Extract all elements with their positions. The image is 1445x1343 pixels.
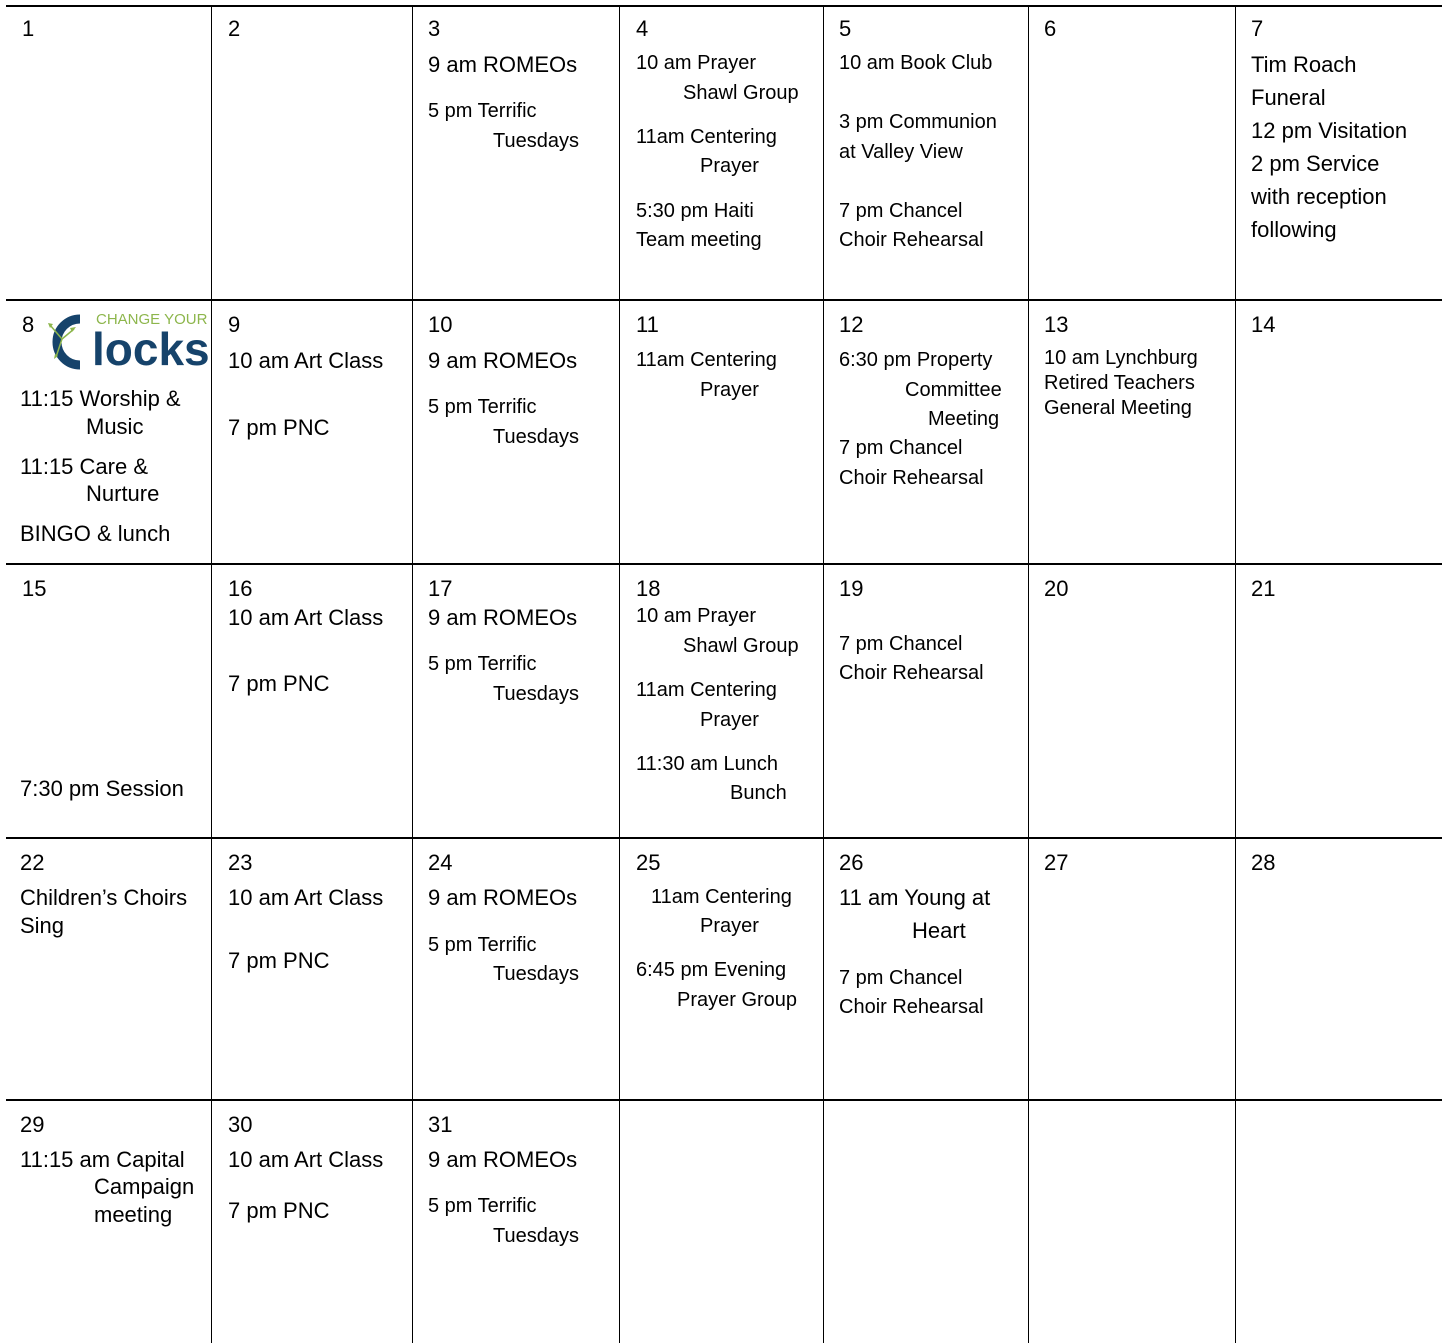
event-text: 11am Centering xyxy=(651,886,792,908)
event-text: 11:30 am Lunch xyxy=(636,753,778,775)
event-text: Tuesdays xyxy=(493,426,579,448)
event-text: Prayer xyxy=(700,155,759,177)
day-number: 5 xyxy=(839,16,852,41)
event-text: 5 pm Terrific xyxy=(428,934,537,956)
day-cell-7 xyxy=(1236,5,1442,299)
calendar-grid xyxy=(6,5,1442,1343)
day-number: 17 xyxy=(428,576,453,601)
event-text: with reception xyxy=(1251,184,1387,209)
day-cell-12 xyxy=(824,301,1028,563)
day-number: 25 xyxy=(636,850,661,875)
event-text: Team meeting xyxy=(636,229,762,251)
event-text: 11:15 Care & xyxy=(20,454,149,479)
day-cell-6 xyxy=(1029,5,1235,299)
event-text: Prayer xyxy=(700,915,759,937)
event-text: Shawl Group xyxy=(683,635,799,657)
day-number: 12 xyxy=(839,312,864,337)
day-cell-4 xyxy=(620,5,823,299)
event-text: Prayer xyxy=(700,709,759,731)
day-number: 29 xyxy=(20,1112,45,1137)
day-number: 8 xyxy=(22,312,35,337)
event-text: 10 am Lynchburg xyxy=(1044,347,1198,369)
day-cell-15 xyxy=(6,565,211,837)
day-number: 15 xyxy=(22,576,47,601)
day-number: 6 xyxy=(1044,16,1057,41)
day-cell-9 xyxy=(212,301,412,563)
day-number: 1 xyxy=(22,16,35,41)
event-text: meeting xyxy=(94,1202,173,1227)
day-cell-21 xyxy=(1236,565,1442,837)
event-text: 6:45 pm Evening xyxy=(636,959,787,981)
event-text: Tim Roach xyxy=(1251,52,1357,77)
event-text: 11am Centering xyxy=(636,126,777,148)
event-text: 11:15 Worship & xyxy=(20,386,181,411)
day-number: 27 xyxy=(1044,850,1069,875)
event-text: 2 pm Service xyxy=(1251,151,1380,176)
event-text: 7 pm Chancel xyxy=(839,200,963,222)
event-text: 5 pm Terrific xyxy=(428,100,537,122)
event-text: 9 am ROMEOs xyxy=(428,348,578,373)
event-text: Choir Rehearsal xyxy=(839,467,984,489)
day-cell-20 xyxy=(1029,565,1235,837)
event-text: Heart xyxy=(912,918,966,943)
event-text: following xyxy=(1251,217,1337,242)
day-cell-16 xyxy=(212,565,412,837)
event-text: Campaign xyxy=(94,1174,195,1199)
day-cell-2 xyxy=(212,5,412,299)
day-cell-24 xyxy=(413,839,619,1099)
event-text: 10 am Art Class xyxy=(228,605,384,630)
event-text: 7:30 pm Session xyxy=(20,776,184,801)
event-text: General Meeting xyxy=(1044,397,1192,419)
day-number: 31 xyxy=(428,1112,453,1137)
day-cell-19 xyxy=(824,565,1028,837)
day-cell-8 xyxy=(6,301,211,563)
event-text: 10 am Book Club xyxy=(839,52,993,74)
event-text: 11am Centering xyxy=(636,679,777,701)
day-cell-30 xyxy=(212,1101,412,1343)
event-text: Tuesdays xyxy=(493,1225,579,1247)
event-text: 9 am ROMEOs xyxy=(428,605,578,630)
event-text: 7 pm Chancel xyxy=(839,633,963,655)
day-cell-23 xyxy=(212,839,412,1099)
event-text: 5 pm Terrific xyxy=(428,653,537,675)
event-text: 11 am Young at xyxy=(839,885,991,910)
event-text: 9 am ROMEOs xyxy=(428,1147,578,1172)
day-number: 10 xyxy=(428,312,453,337)
event-text: Nurture xyxy=(86,481,160,506)
logo-bottom-text: locks xyxy=(92,323,210,373)
event-text: Choir Rehearsal xyxy=(839,996,984,1018)
day-number: 19 xyxy=(839,576,864,601)
day-number: 22 xyxy=(20,850,45,875)
empty-day-cell xyxy=(1236,1101,1442,1343)
logo-top-text: CHANGE YOUR xyxy=(96,311,208,328)
empty-day-cell xyxy=(620,1101,823,1343)
day-cell-27 xyxy=(1029,839,1235,1099)
event-text: Children’s Choirs xyxy=(20,885,188,910)
day-cell-10 xyxy=(413,301,619,563)
day-number: 18 xyxy=(636,576,661,601)
day-cell-14 xyxy=(1236,301,1442,563)
event-text: 6:30 pm Property xyxy=(839,349,993,371)
event-text: 11:15 am Capital xyxy=(20,1147,185,1172)
day-number: 24 xyxy=(428,850,453,875)
event-text: 9 am ROMEOs xyxy=(428,52,578,77)
empty-day-cell xyxy=(824,1101,1028,1343)
day-number: 21 xyxy=(1251,576,1276,601)
event-text: 5 pm Terrific xyxy=(428,396,537,418)
event-text: Tuesdays xyxy=(493,130,579,152)
day-number: 4 xyxy=(636,16,649,41)
event-text: Tuesdays xyxy=(493,683,579,705)
event-text: Tuesdays xyxy=(493,963,579,985)
day-cell-31 xyxy=(413,1101,619,1343)
day-number: 20 xyxy=(1044,576,1069,601)
day-number: 16 xyxy=(228,576,253,601)
empty-day-cell xyxy=(1029,1101,1235,1343)
event-text: 7 pm PNC xyxy=(228,671,330,696)
day-cell-28 xyxy=(1236,839,1442,1099)
day-number: 14 xyxy=(1251,312,1276,337)
event-text: 12 pm Visitation xyxy=(1251,118,1408,143)
event-text: 10 am Art Class xyxy=(228,1147,384,1172)
event-text: Sing xyxy=(20,913,65,938)
day-cell-11 xyxy=(620,301,823,563)
event-text: 9 am ROMEOs xyxy=(428,885,578,910)
event-text: BINGO & lunch xyxy=(20,521,171,546)
event-text: 7 pm PNC xyxy=(228,948,330,973)
day-cell-17 xyxy=(413,565,619,837)
day-number: 7 xyxy=(1251,16,1264,41)
event-text: 10 am Prayer xyxy=(636,52,757,74)
day-cell-18 xyxy=(620,565,823,837)
day-cell-22 xyxy=(6,839,211,1099)
event-text: 7 pm Chancel xyxy=(839,967,963,989)
day-cell-1 xyxy=(6,5,211,299)
change-your-clocks-logo xyxy=(36,309,216,373)
event-text: Retired Teachers xyxy=(1044,372,1195,394)
event-text: Prayer Group xyxy=(677,989,798,1011)
day-number: 3 xyxy=(428,16,441,41)
event-text: 10 am Art Class xyxy=(228,885,384,910)
day-cell-29 xyxy=(6,1101,211,1343)
event-text: Music xyxy=(86,414,144,439)
day-cell-5 xyxy=(824,5,1028,299)
event-text: Meeting xyxy=(928,408,1000,430)
day-cell-26 xyxy=(824,839,1028,1099)
event-text: 5 pm Terrific xyxy=(428,1195,537,1217)
day-number: 28 xyxy=(1251,850,1276,875)
event-text: 7 pm PNC xyxy=(228,1198,330,1223)
event-text: Choir Rehearsal xyxy=(839,229,984,251)
event-text: Prayer xyxy=(700,379,759,401)
event-text: 10 am Art Class xyxy=(228,348,384,373)
day-number: 23 xyxy=(228,850,253,875)
event-text: 10 am Prayer xyxy=(636,605,757,627)
day-number: 11 xyxy=(636,312,659,337)
event-text: 7 pm Chancel xyxy=(839,437,963,459)
event-text: 7 pm PNC xyxy=(228,415,330,440)
event-text: Shawl Group xyxy=(683,82,799,104)
event-text: Committee xyxy=(905,379,1002,401)
event-text: 5:30 pm Haiti xyxy=(636,200,754,222)
day-number: 2 xyxy=(228,16,241,41)
day-number: 26 xyxy=(839,850,864,875)
event-text: Choir Rehearsal xyxy=(839,662,984,684)
day-number: 30 xyxy=(228,1112,253,1137)
day-cell-3 xyxy=(413,5,619,299)
day-cell-13 xyxy=(1029,301,1235,563)
day-number: 13 xyxy=(1044,312,1069,337)
day-cell-25 xyxy=(620,839,823,1099)
day-number: 9 xyxy=(228,312,241,337)
event-text: at Valley View xyxy=(839,141,963,163)
event-text: Bunch xyxy=(730,782,787,804)
event-text: Funeral xyxy=(1251,85,1326,110)
event-text: 11am Centering xyxy=(636,349,777,371)
event-text: 3 pm Communion xyxy=(839,111,997,133)
